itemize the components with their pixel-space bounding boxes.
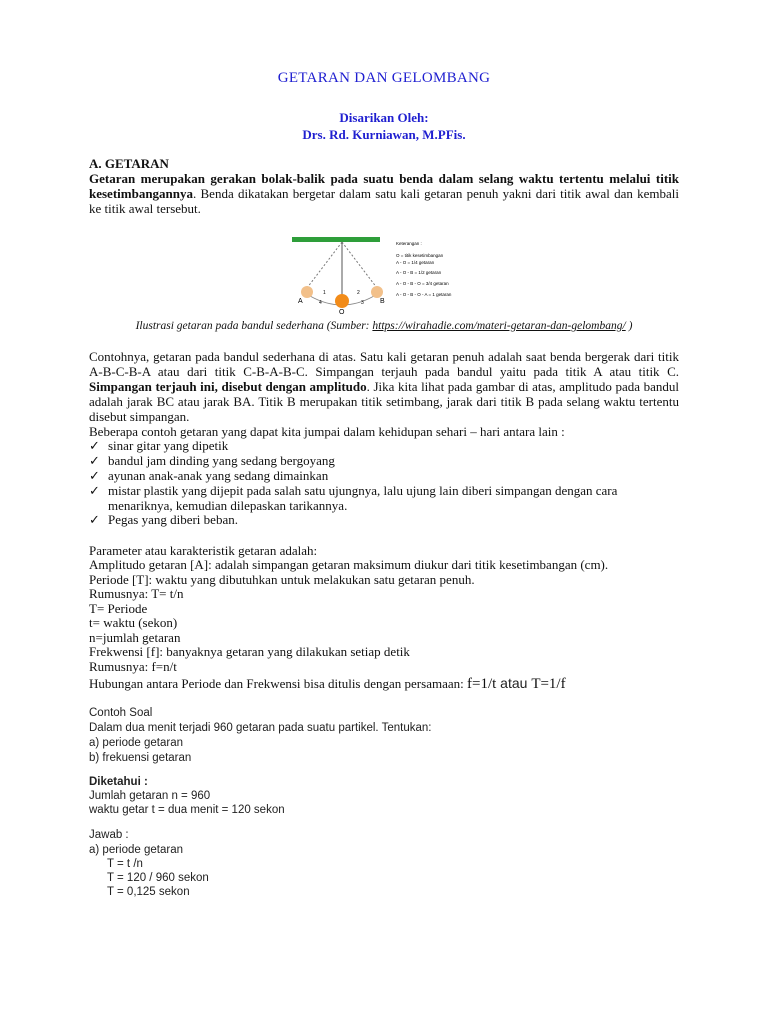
list-item: sinar gitar yang dipetik <box>108 438 229 453</box>
figure-caption <box>89 320 679 332</box>
document-title: GETARAN DAN GELOMBANG <box>277 70 491 86</box>
caption-source-link[interactable]: https://wirahadie.com/materi-getaran-dan-gelombang/ <box>372 320 626 332</box>
example-question-b: b) frekuensi getaran <box>89 752 192 764</box>
caption-text: Ilustrasi getaran pada bandul sederhana (Sumber: <box>135 320 373 332</box>
bob-position-a <box>301 286 313 298</box>
check-icon: ✓ <box>89 438 100 453</box>
label-3: 3 <box>361 300 364 306</box>
label-o: O <box>339 309 345 316</box>
pendulum-right-string <box>342 242 377 288</box>
parameter-line: Periode [T]: waktu yang dibutuhkan untuk melakukan satu getaran penuh. <box>89 572 475 587</box>
examples-intro: Beberapa contoh getaran yang dapat kita jumpai dalam kehidupan sehari – hari antara lain : <box>89 424 565 439</box>
parameter-line: t= waktu (sekon) <box>89 615 178 630</box>
answer-step: T = 0,125 sekon <box>107 886 190 898</box>
relation-text: Hubungan antara Periode dan Frekwensi bisa ditulis dengan persamaan: <box>89 676 467 691</box>
relation-formula-period: T=1/f <box>531 676 566 692</box>
legend-line: A - O = 1/4 getaran <box>396 260 435 265</box>
pendulum-left-string <box>307 242 342 288</box>
legend-line: A - O - B - O = 3/4 getaran <box>396 281 449 286</box>
answer-step: T = 120 / 960 sekon <box>107 872 209 884</box>
answer-part-a: a) periode getaran <box>89 844 183 856</box>
legend-line: O = titik kesetimbangan <box>396 253 444 258</box>
answer-step: T = t /n <box>107 858 143 870</box>
pendulum-paragraph <box>89 349 679 424</box>
answer-heading: Jawab : <box>89 829 129 841</box>
section-heading: A. GETARAN <box>89 156 169 171</box>
legend-title: Keterangan : <box>396 241 422 246</box>
label-2: 2 <box>357 290 360 296</box>
parameter-line: Frekwensi [f]: banyaknya getaran yang dilakukan setiap detik <box>89 644 410 659</box>
parameter-line: Rumusnya: f=n/t <box>89 659 177 674</box>
parameter-line: Amplitudo getaran [A]: adalah simpangan getaran maksimum diukur dari titik kesetimbangan (cm). <box>89 557 609 572</box>
known-line: Jumlah getaran n = 960 <box>89 790 211 802</box>
intro-continuation: . Benda dikatakan bergetar dalam satu kali getaran penuh yakni dari titik awal dan kembali ke titik awal tersebut. <box>89 186 679 216</box>
relation-formula-frequency: f=1/t <box>466 676 497 692</box>
parameter-line: Rumusnya: T= t/n <box>89 586 184 601</box>
example-heading: Contoh Soal <box>89 707 153 719</box>
known-line: waktu getar t = dua menit = 120 sekon <box>89 804 285 816</box>
known-heading: Diketahui : <box>89 776 148 788</box>
parameter-line: T= Periode <box>89 601 148 616</box>
label-a: A <box>298 298 303 305</box>
parameters-heading: Parameter atau karakteristik getaran adalah: <box>89 543 318 558</box>
check-icon: ✓ <box>89 453 100 468</box>
intro-paragraph <box>89 171 679 216</box>
pendulum-support <box>292 237 380 242</box>
pendulum-figure <box>290 232 490 316</box>
relation-connector: atau <box>496 675 532 691</box>
list-item: ayunan anak-anak yang sedang dimainkan <box>108 468 329 483</box>
amplitude-definition: Simpangan terjauh ini, disebut dengan amplitudo <box>89 379 367 394</box>
example-statement: Dalam dua menit terjadi 960 getaran pada suatu partikel. Tentukan: <box>89 722 432 734</box>
bob-position-b <box>371 286 383 298</box>
caption-end: ) <box>625 320 633 332</box>
check-icon: ✓ <box>89 483 100 498</box>
list-item: bandul jam dinding yang sedang bergoyang <box>108 453 335 468</box>
list-item: mistar plastik yang dijepit pada salah satu ujungnya, lalu ujung lain diberi simpangan dengan cara menariknya, kemudian dilepaskan tarikannya. <box>108 483 618 513</box>
legend-line: A - O - B - O - A = 1 getaran <box>396 292 452 297</box>
parameter-line: n=jumlah getaran <box>89 630 181 645</box>
paragraph-text: . Jika kita lihat pada gambar di atas, amplitudo pada bandul adalah jarak BC atau jarak BA. Titik B merupakan titik setimbang, jarak dari titik B pada selang waktu tertentu disebut simpangan. <box>89 379 679 424</box>
label-1: 1 <box>323 290 326 296</box>
label-b: B <box>380 298 385 305</box>
check-icon: ✓ <box>89 512 100 527</box>
check-icon: ✓ <box>89 468 100 483</box>
relation-line <box>89 676 679 692</box>
author-name: Drs. Rd. Kurniawan, M.PFis. <box>302 127 466 142</box>
author-label: Disarikan Oleh: <box>339 110 429 125</box>
list-item: Pegas yang diberi beban. <box>108 512 238 527</box>
intro-definition: Getaran merupakan gerakan bolak-balik pada suatu benda dalam selang waktu tertentu melalui titik kesetimbangannya <box>89 171 679 201</box>
paragraph-text: Contohnya, getaran pada bandul sederhana di atas. Satu kali getaran penuh adalah saat benda bergerak dari titik A-B-C-B-A atau dari titik C-B-A-B-C. Simpangan terjauh pada bandul yaitu pada titik A atau titik C. <box>89 349 679 379</box>
bob-position-o <box>335 294 349 308</box>
legend-line: A - O - B = 1/2 getaran <box>396 270 442 275</box>
example-question-a: a) periode getaran <box>89 737 183 749</box>
label-4: 4 <box>319 300 322 306</box>
